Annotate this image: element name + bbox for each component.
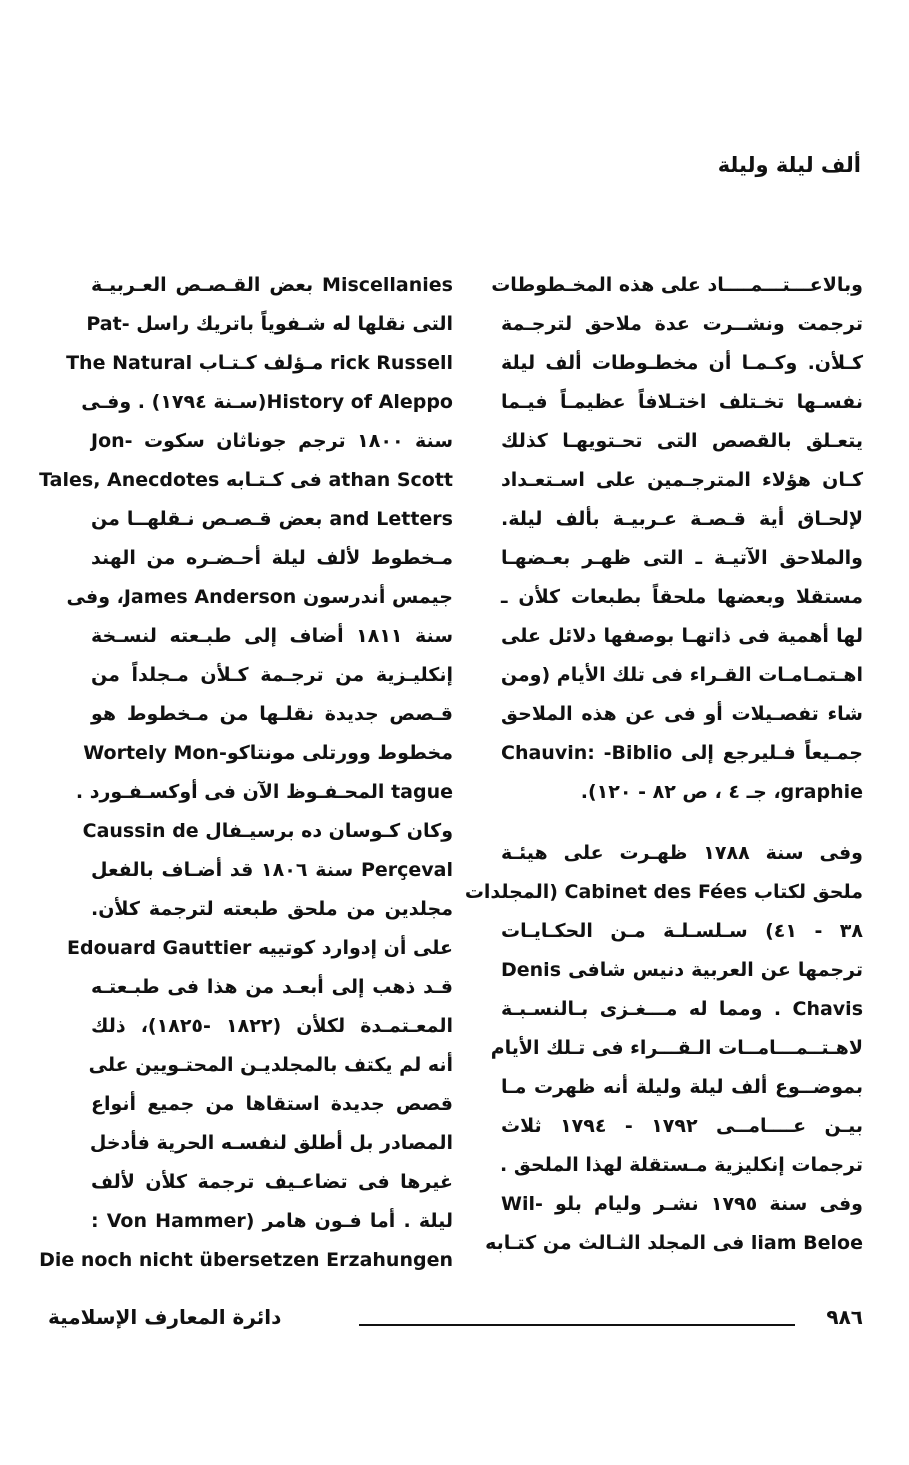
- text-line: Perçeval سنة ١٨٠٦ قد أضـاف بالفعل: [91, 859, 453, 881]
- text-line: and Letters بعض قـصـص نـقلهــا من: [91, 508, 453, 530]
- text-line: كـلأن. وكـمـا أن مخطـوطات ألف ليلة: [501, 352, 863, 374]
- text-line: مجلدين من ملحق طبعته لترجمة كلأن.: [91, 898, 453, 920]
- text-line: لها أهمية فى ذاتهـا بوصفها دلائل على: [501, 625, 863, 647]
- text-line: قصص جديدة استقاها من جميع أنواع: [91, 1093, 453, 1115]
- text-line: التى نقلها له شـفوياً باتريك راسل -Pat: [86, 313, 453, 335]
- text-line: athan Scott فى كـتـابه Tales, Anecdotes: [39, 469, 453, 491]
- text-line: أنه لم يكتف بالمجلديـن المحتـويين على: [88, 1054, 453, 1076]
- text-line: tague المحـفـوظ الآن فى أوكسـفـورد .: [75, 781, 453, 803]
- text-line: غيرها فى تضاعـيف ترجمة كلأن لألف: [91, 1171, 453, 1193]
- text-line: liam Beloe فى المجلد الثـالث من كتـابه: [485, 1232, 863, 1254]
- text-line: ترجمات إنكليزية مـستقلة لهذا الملحق .: [499, 1154, 863, 1176]
- text-line: ترجمها عن العربية دنيس شافى Denis: [501, 959, 863, 981]
- text-line: مخطوط وورتلى مونتاكو-Wortely Mon: [83, 742, 453, 764]
- text-line: المصادر بل أطلق لنفسـه الحرية فأدخل: [89, 1132, 453, 1154]
- text-line: ترجمت ونشــرت عدة ملاحق لترجـمة: [501, 313, 863, 335]
- text-line: History of Aleppo(سـنة ١٧٩٤) . وفـى: [81, 391, 453, 413]
- text-line: قـد ذهب إلى أبعـد من هذا فى طبـعتـه: [91, 976, 453, 998]
- text-line: سنة ١٨١١ أضاف إلى طبـعته لنسـخة: [91, 625, 453, 647]
- text-line: ليلة . أما فـون هامر (Von Hammer :: [91, 1210, 453, 1232]
- text-line: لإلحـاق أية قـصـة عـربيـة بألف ليلة.: [501, 508, 863, 530]
- text-line: بيـن عــــامــى ١٧٩٢ - ١٧٩٤ ثلاث: [501, 1115, 863, 1137]
- text-line: مـخطوط لألف ليلة أحـضـره من الهند: [91, 547, 453, 569]
- text-line: والملاحق الآتيـة ـ التى ظهـر بعـضهـا: [501, 547, 863, 569]
- text-line: قـصص جديدة نقلـها من مـخطوط هو: [91, 703, 453, 725]
- text-line: نفسـها تخـتلف اختـلافاً عظيمـاً فيـما: [501, 391, 863, 413]
- text-line: graphie، جـ ٤ ، ص ٨٢ - ١٢٠).: [580, 781, 863, 803]
- publication-name: دائرة المعارف الإسلامية: [48, 1305, 282, 1329]
- text-line: المعـتمـدة لكلأن (١٨٢٢ -١٨٢٥)، ذلك: [91, 1015, 453, 1037]
- text-line: بموضــوع ألف ليلة وليلة أنه ظهرت مـا: [501, 1076, 863, 1098]
- text-line: جيمس أندرسون James Anderson، وفى: [66, 586, 453, 608]
- footer-rule: [359, 1324, 795, 1326]
- text-line: كـان هؤلاء المترجـمين على اسـتعـداد: [501, 469, 863, 491]
- right-column: [464, 266, 863, 1263]
- text-line: على أن إدوارد كوتييه Edouard Gauttier: [66, 937, 453, 959]
- text-line: وفى سنة ١٧٨٨ ظهـرت على هيئـة: [501, 842, 863, 864]
- text-line: وفى سنة ١٧٩٥ نشـر وليام بلو -Wil: [501, 1193, 863, 1215]
- text-line: اهـتمـامـات القـراء فى تلك الأيام (ومن: [500, 664, 863, 686]
- running-title: ألف ليلة وليلة: [717, 153, 861, 177]
- left-column: [39, 266, 453, 1280]
- text-line: Die noch nicht übersetzen Erzahungen: [39, 1249, 453, 1271]
- text-line: rick Russell مـؤلف كـتـاب The Natural: [66, 352, 453, 374]
- text-line: ملحق لكتاب Cabinet des Fées (المجلدات: [464, 881, 863, 903]
- text-line: لاهـتــمـــامــات الـقـــراء فى تـلك الأيام: [490, 1037, 863, 1059]
- text-line: Miscellanies بعض القـصـص العـربيـة: [91, 274, 453, 296]
- page-number: ٩٨٦: [826, 1305, 863, 1329]
- text-line: جمـيعاً فـليرجع إلى Chauvin: -Biblio: [501, 742, 863, 764]
- page-footer: [48, 1305, 863, 1345]
- text-line: إنكليـزية من ترجـمة كـلأن مـجلداً من: [91, 664, 453, 686]
- text-line: سنة ١٨٠٠ ترجم جوناثان سكوت -Jon: [91, 430, 453, 452]
- text-line: مستقلا وبعضها ملحقاً بطبعات كلأن ـ: [501, 586, 863, 608]
- text-line: ٣٨ - ٤١) سـلسـلـة مـن الحكـايـات: [501, 920, 863, 942]
- text-line: وبالاعـــتـــمــــاد على هذه المخـطوطات: [491, 274, 863, 296]
- text-line: يتعـلق بالقصص التى تحـتويهـا كذلك: [501, 430, 863, 452]
- text-line: وكان كـوسان ده برسيـفال Caussin de: [82, 820, 453, 842]
- text-line: شاء تفصـيلات أو فى عن هذه الملاحق: [501, 703, 863, 725]
- text-line: Chavis . ومما له مـــغـزى بـالنسـبـة: [501, 998, 863, 1020]
